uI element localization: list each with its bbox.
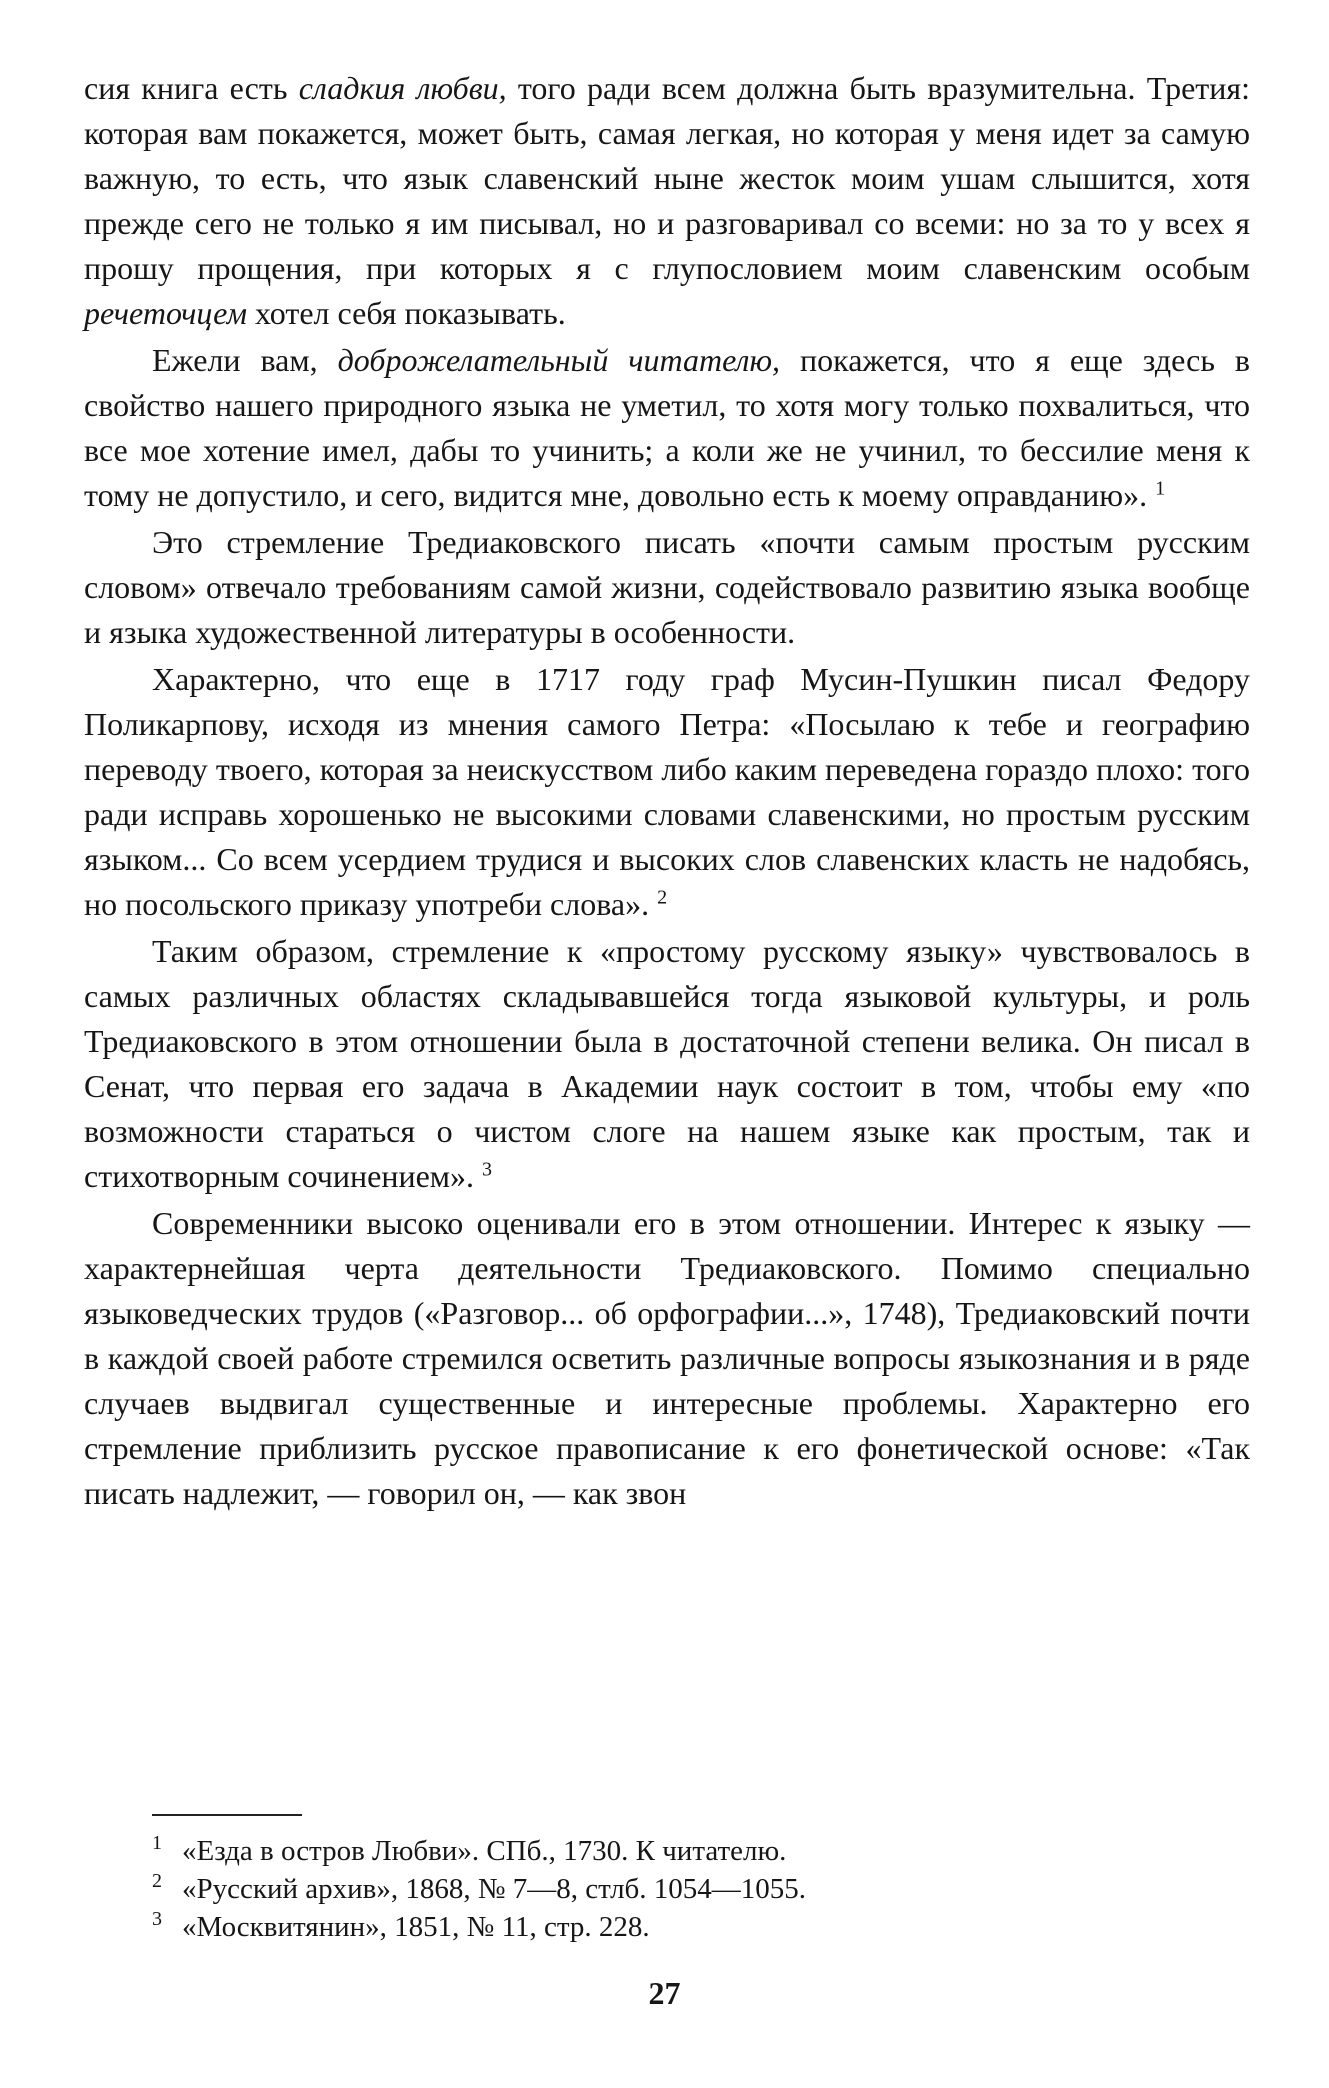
- footnote-number: 1: [152, 1832, 162, 1854]
- footnote-2: [152, 1870, 1152, 1908]
- text-run: того ради всем должна быть вразумительна. Третия: которая вам покажется, может быть, самая легкая, но которая у меня идет за самую важную, то есть, что язык славенский ныне жесток моим ушам слышится, хотя прежде сего не только я им писывал, но и разговаривал со всеми: но за то у всех я прошу прощения, при которых я с глупословием моим славенским особым: [84, 70, 1251, 286]
- text-run: Характерно, что еще в 1717 году граф Мусин-Пушкин писал Федору Поликарпову, исходя из мнения самого Петра: «Посылаю к тебе и географию переводу твоего, которая за неискусством либо каким переведена гораздо плохо: того ради исправь хорошенько не высокими словами славенскими, но простым русским языком... Со всем усердием трудися и высоких слов славенских класть не надобясь, но посольского приказу употреби слова».: [84, 661, 1250, 922]
- footnote-1: [152, 1832, 1152, 1870]
- text-run: покажется, что я еще здесь в свойство нашего природного языка не уметил, то хотя могу только похвалиться, что все мое хотение имел, дабы то учинить; а коли же не учинил, то бессилие меня к тому не допустило, и сего, видится мне, довольно есть к моему оправданию».: [84, 342, 1251, 513]
- paragraph-5: [84, 929, 1250, 1199]
- italic-run: доброжелательный читателю,: [337, 342, 781, 378]
- footnote-ref: 1: [1155, 477, 1166, 500]
- footnote-ref: 3: [482, 1158, 493, 1181]
- page-number: 27: [648, 1975, 681, 2011]
- paragraph-2: [84, 338, 1250, 518]
- footnote-ref: 2: [657, 886, 668, 909]
- paragraph-3: [84, 520, 1250, 655]
- footnote-text: «Москвитянин», 1851, № 11, стр. 228.: [182, 1911, 650, 1943]
- text-run: Современники высоко оценивали его в этом отношении. Интерес к языку — характернейшая черта деятельности Тредиаковского. Помимо специально языковедческих трудов («Разговор... об орфографии...», 1748), Тредиаковский почти в каждой своей работе стремился осветить различные вопросы языкознания и в ряде случаев выдвигал существенные и интересные проблемы. Характерно его стремление приблизить русское правописание к его фонетической основе: «Так писать надлежит, — говорил он, — как звон: [84, 1205, 1250, 1511]
- italic-run: речеточцем: [84, 295, 247, 331]
- footnotes: [152, 1832, 1152, 1946]
- text-run: сия книга есть: [84, 70, 299, 106]
- paragraph-1: [84, 66, 1250, 336]
- footnote-number: 3: [152, 1908, 162, 1930]
- footnote-number: 2: [152, 1870, 162, 1892]
- text-run: Ежели вам,: [152, 342, 338, 378]
- text-run: хотел себя показывать.: [247, 295, 566, 331]
- main-text: [84, 66, 1250, 1516]
- footnote-divider: [152, 1814, 302, 1816]
- footnote-text: «Езда в остров Любви». СПб., 1730. К читателю.: [182, 1835, 787, 1867]
- text-run: Таким образом, стремление к «простому русскому языку» чувствовалось в самых различных областях складывавшейся тогда языковой культуры, и роль Тредиаковского в этом отношении была в достаточной степени велика. Он писал в Сенат, что первая его задача в Академии наук состоит в том, чтобы ему «по возможности стараться о чистом слоге на нашем языке как простым, так и стихотворным сочинением».: [84, 933, 1250, 1194]
- italic-run: сладкия любви,: [298, 70, 507, 106]
- footnote-text: «Русский архив», 1868, № 7—8, стлб. 1054—1055.: [182, 1873, 807, 1905]
- paragraph-6: [84, 1201, 1250, 1516]
- footnote-3: [152, 1908, 1152, 1946]
- text-run: Это стремление Тредиаковского писать «почти самым простым русским словом» отвечало требованиям самой жизни, содействовало развитию языка вообще и языка художественной литературы в особенности.: [84, 524, 1250, 650]
- paragraph-4: [84, 657, 1250, 927]
